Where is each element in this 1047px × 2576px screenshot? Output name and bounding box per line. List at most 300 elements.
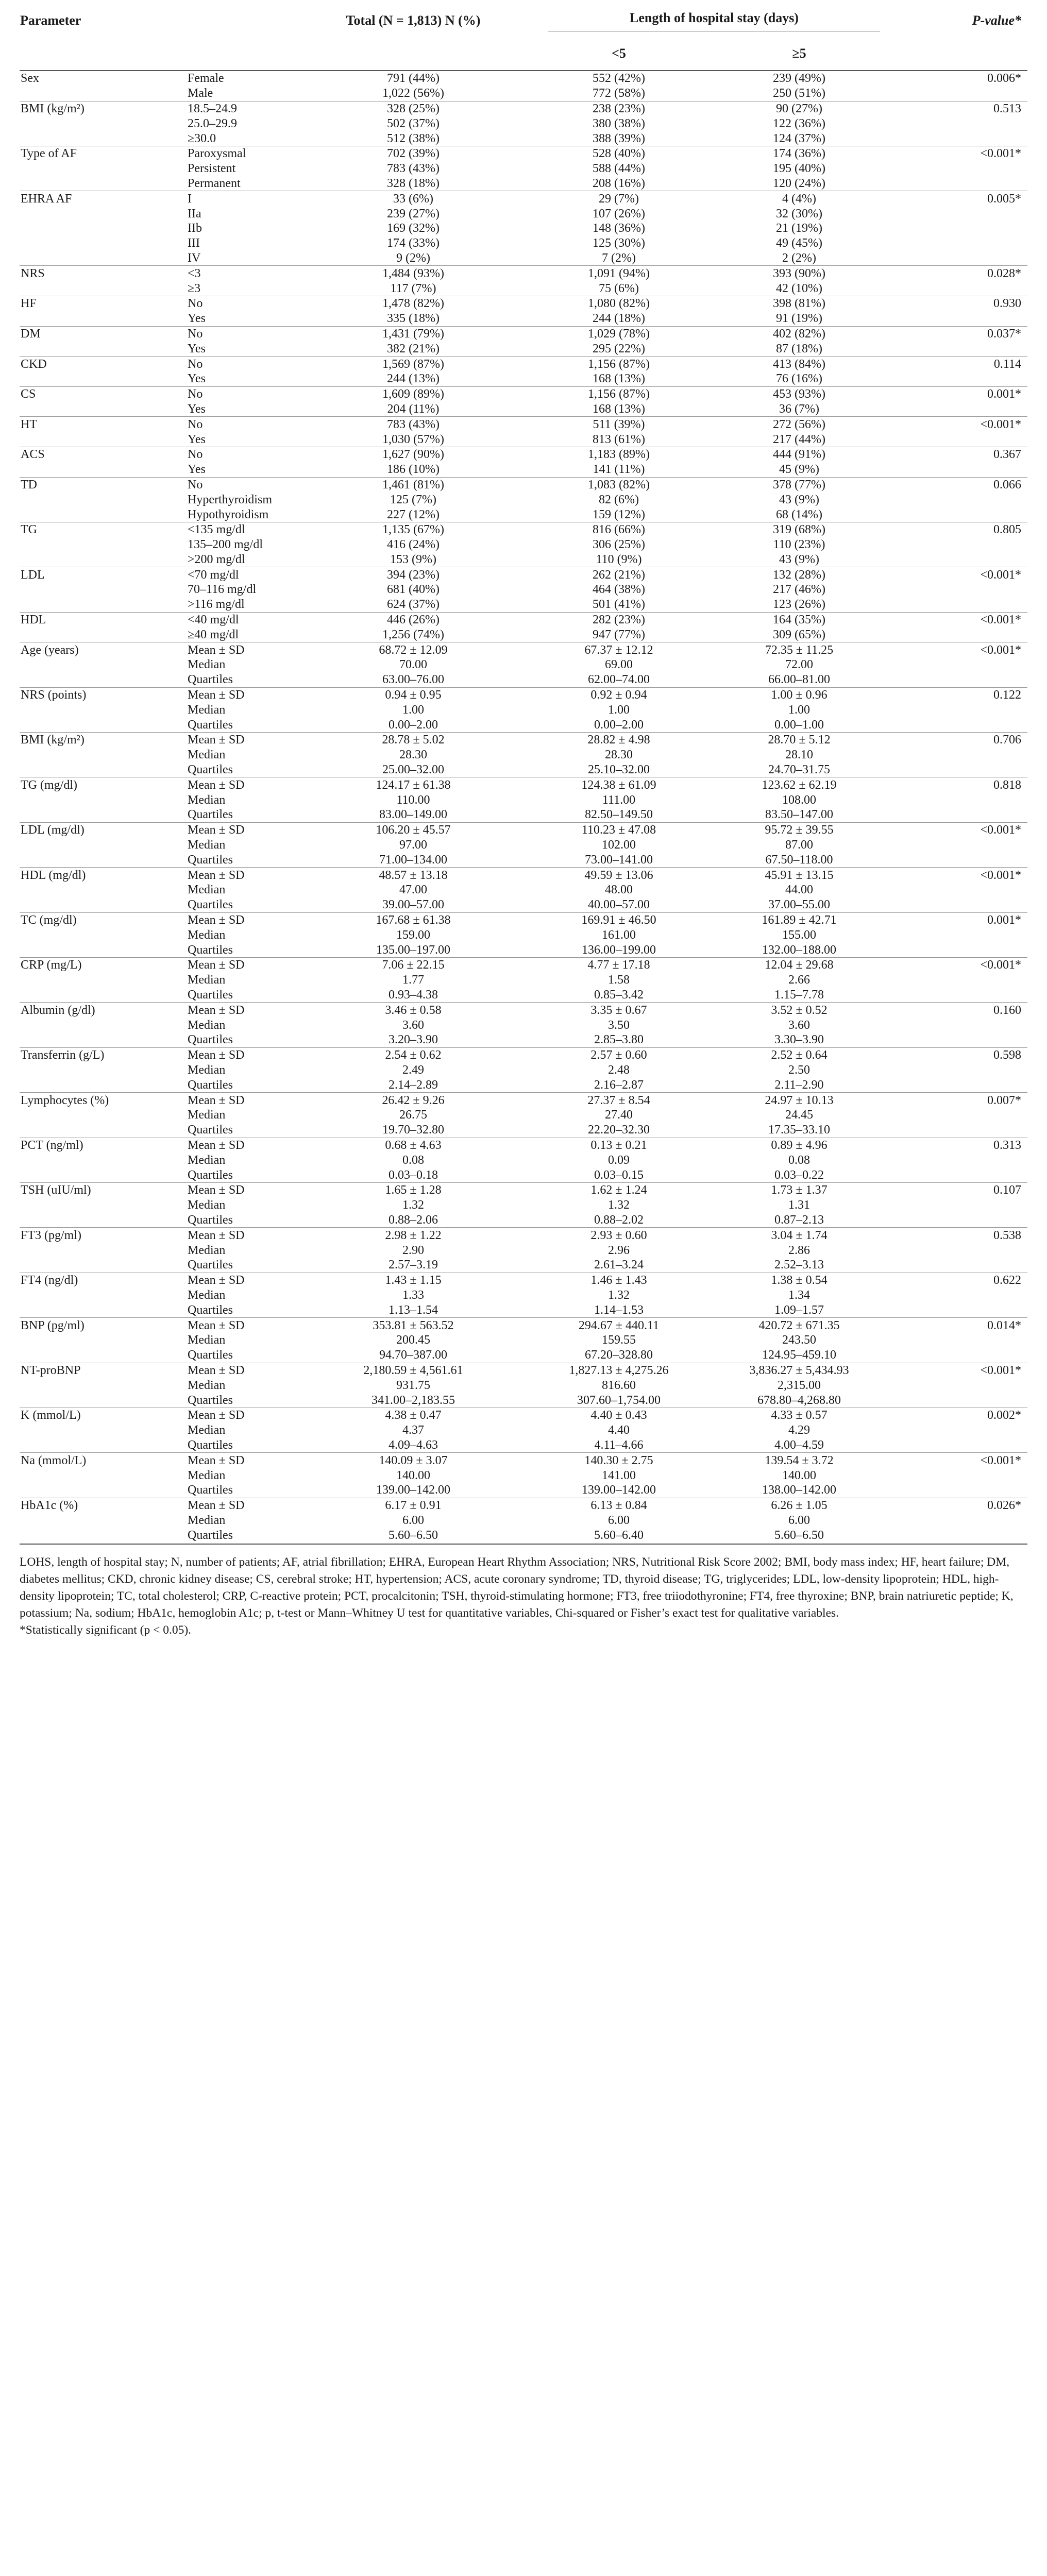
table-row (20, 1528, 1027, 1543)
row-total: 624 (37%) (387, 598, 440, 612)
row-p-value (889, 883, 1027, 897)
row-lt5: 244 (18%) (593, 312, 645, 326)
row-parameter: HbA1c (%) (20, 1498, 184, 1513)
row-lt5: 0.09 (608, 1153, 630, 1167)
row-parameter (20, 1528, 184, 1543)
row-total: 1,022 (56%) (382, 87, 444, 100)
row-parameter (20, 131, 184, 146)
row-total: 204 (11%) (387, 402, 440, 416)
table-row (20, 1018, 1027, 1032)
row-parameter: TD (20, 477, 184, 492)
table-row (20, 927, 1027, 942)
row-lt5: 110.23 ± 47.08 (529, 822, 709, 837)
row-subgroup: Quartiles (188, 898, 233, 912)
row-total: 3.60 (402, 1018, 424, 1032)
row-p-value (889, 1468, 1027, 1483)
row-ge5: 32 (30%) (776, 207, 822, 221)
row-lt5: 1.46 ± 1.43 (529, 1273, 709, 1287)
row-lt5: 0.92 ± 0.94 (529, 687, 709, 702)
row-ge5: 4 (4%) (709, 191, 889, 206)
row-ge5: 12.04 ± 29.68 (709, 958, 889, 973)
row-p-value: <0.001* (889, 822, 1027, 837)
row-lt5: 75 (6%) (599, 281, 639, 295)
row-p-value: 0.014* (889, 1318, 1027, 1333)
row-lt5: 282 (23%) (529, 612, 709, 627)
table-row (20, 1047, 1027, 1062)
row-parameter (20, 1108, 184, 1123)
row-p-value (889, 251, 1027, 266)
row-ge5: 95.72 ± 39.55 (709, 822, 889, 837)
row-total: 39.00–57.00 (382, 898, 444, 912)
row-subgroup: Mean ± SD (184, 687, 298, 702)
row-p-value (889, 748, 1027, 762)
row-total: 0.03–0.18 (389, 1168, 438, 1182)
row-lt5: 2.85–3.80 (594, 1033, 644, 1047)
row-subgroup: Quartiles (188, 718, 233, 732)
row-ge5: 132.00–188.00 (762, 943, 836, 957)
row-p-value (889, 1153, 1027, 1167)
row-subgroup: 18.5–24.9 (184, 101, 298, 116)
row-lt5: 141.00 (602, 1468, 636, 1482)
row-ge5: 4.00–4.59 (774, 1438, 824, 1452)
row-subgroup: Quartiles (188, 853, 233, 867)
row-total: 47.00 (399, 883, 427, 897)
row-subgroup: Mean ± SD (184, 777, 298, 792)
row-ge5: 17.35–33.10 (768, 1123, 830, 1137)
row-p-value (889, 582, 1027, 597)
row-subgroup: Mean ± SD (184, 1003, 298, 1018)
row-total: 135.00–197.00 (376, 943, 450, 957)
row-parameter (20, 176, 184, 191)
table-row (20, 717, 1027, 732)
row-subgroup: >200 mg/dl (188, 552, 245, 566)
row-p-value (889, 717, 1027, 732)
table-row (20, 1363, 1027, 1378)
table-row (20, 266, 1027, 281)
table-row (20, 838, 1027, 853)
row-p-value: 0.313 (889, 1138, 1027, 1153)
row-subgroup: Median (188, 1378, 226, 1392)
row-subgroup: Male (188, 87, 213, 100)
row-subgroup: Mean ± SD (184, 868, 298, 883)
row-lt5: 588 (44%) (593, 162, 645, 176)
row-subgroup: Mean ± SD (184, 1228, 298, 1243)
row-p-value (889, 1378, 1027, 1393)
row-parameter (20, 627, 184, 642)
table-row (20, 973, 1027, 988)
table-row (20, 101, 1027, 116)
row-lt5: 2.48 (608, 1063, 630, 1077)
row-subgroup: 25.0–29.9 (188, 116, 237, 130)
row-total: 1,484 (93%) (298, 266, 529, 281)
row-parameter (20, 942, 184, 957)
row-subgroup: No (184, 357, 298, 371)
row-total: 6.17 ± 0.91 (298, 1498, 529, 1513)
row-total: 1,609 (89%) (298, 386, 529, 401)
row-p-value (889, 807, 1027, 822)
row-p-value (889, 1077, 1027, 1092)
row-ge5: 43 (9%) (779, 493, 819, 506)
table-row (20, 1393, 1027, 1408)
row-parameter: DM (20, 326, 184, 341)
row-total: 48.57 ± 13.18 (298, 868, 529, 883)
row-ge5: 67.50–118.00 (765, 853, 833, 867)
row-lt5: 111.00 (602, 793, 636, 807)
row-subgroup: Quartiles (188, 943, 233, 957)
row-parameter (20, 792, 184, 807)
row-lt5: 7 (2%) (602, 251, 636, 265)
row-ge5: 120 (24%) (773, 176, 825, 190)
row-lt5: 5.60–6.40 (594, 1528, 644, 1542)
row-subgroup: Quartiles (188, 1033, 233, 1047)
table-row (20, 807, 1027, 822)
row-p-value (889, 852, 1027, 867)
row-subgroup: Median (188, 658, 226, 672)
table-row (20, 1258, 1027, 1273)
row-total: 28.30 (399, 748, 427, 762)
row-lt5: 1,156 (87%) (529, 386, 709, 401)
table-row (20, 191, 1027, 206)
row-p-value: 0.622 (889, 1273, 1027, 1287)
row-parameter: NRS (20, 266, 184, 281)
row-parameter (20, 582, 184, 597)
row-p-value (889, 1302, 1027, 1317)
header-ge5: ≥5 (792, 46, 806, 61)
row-subgroup: No (184, 447, 298, 462)
row-parameter: Type of AF (20, 146, 184, 161)
row-ge5: 398 (81%) (709, 296, 889, 311)
row-total: 4.09–4.63 (389, 1438, 438, 1452)
table-row (20, 1273, 1027, 1287)
row-p-value: 0.538 (889, 1228, 1027, 1243)
row-ge5: 87.00 (785, 838, 813, 852)
row-ge5: 21 (19%) (776, 222, 822, 235)
row-ge5: 0.87–2.13 (774, 1213, 824, 1227)
row-p-value (889, 371, 1027, 386)
row-lt5: 1,091 (94%) (529, 266, 709, 281)
row-p-value (889, 131, 1027, 146)
row-ge5: 444 (91%) (709, 447, 889, 462)
row-parameter (20, 1348, 184, 1363)
row-parameter (20, 432, 184, 447)
table-row (20, 507, 1027, 522)
row-subgroup: Mean ± SD (184, 1363, 298, 1378)
row-ge5: 4.29 (788, 1423, 810, 1437)
row-lt5: 552 (42%) (593, 72, 645, 86)
row-total: 97.00 (399, 838, 427, 852)
row-subgroup: Mean ± SD (184, 1498, 298, 1513)
row-subgroup: Median (188, 928, 226, 942)
table-row (20, 1243, 1027, 1258)
table-row (20, 1167, 1027, 1182)
row-parameter (20, 1333, 184, 1348)
row-parameter: NRS (points) (20, 687, 184, 702)
row-total: 83.00–149.00 (379, 808, 447, 822)
row-p-value (889, 116, 1027, 131)
row-p-value: 0.805 (889, 522, 1027, 537)
table-row (20, 477, 1027, 492)
row-total: 1,461 (81%) (298, 477, 529, 492)
row-subgroup: Median (188, 1288, 226, 1302)
header-parameter: Parameter (20, 13, 81, 28)
row-parameter: NT-proBNP (20, 1363, 184, 1378)
table-row (20, 1093, 1027, 1108)
row-p-value (889, 507, 1027, 522)
row-parameter: HDL (mg/dl) (20, 868, 184, 883)
row-lt5: 1,083 (82%) (529, 477, 709, 492)
row-total: 26.75 (399, 1108, 427, 1122)
row-subgroup: Hypothyroidism (188, 507, 269, 521)
row-lt5: 0.00–2.00 (594, 718, 644, 732)
row-p-value (889, 792, 1027, 807)
table-end-rule (20, 1544, 1027, 1545)
table-row (20, 1063, 1027, 1078)
row-lt5: 464 (38%) (593, 583, 645, 597)
row-lt5: 4.11–4.66 (594, 1438, 644, 1452)
table-row (20, 131, 1027, 146)
row-ge5: 378 (77%) (709, 477, 889, 492)
row-ge5: 91 (19%) (776, 312, 822, 326)
row-p-value (889, 221, 1027, 236)
row-p-value (889, 1063, 1027, 1078)
row-parameter (20, 552, 184, 567)
row-p-value (889, 1348, 1027, 1363)
row-parameter (20, 1198, 184, 1213)
row-subgroup: Median (188, 1018, 226, 1032)
row-ge5: 3,836.27 ± 5,434.93 (709, 1363, 889, 1378)
row-parameter (20, 1167, 184, 1182)
table-row (20, 582, 1027, 597)
row-lt5: 208 (16%) (593, 176, 645, 190)
row-subgroup: Mean ± SD (184, 1093, 298, 1108)
row-subgroup: Mean ± SD (184, 912, 298, 927)
row-subgroup: Mean ± SD (184, 642, 298, 657)
row-ge5: 1.31 (788, 1198, 810, 1212)
row-lt5: 124.38 ± 61.09 (529, 777, 709, 792)
row-ge5: 678.80–4,268.80 (757, 1393, 841, 1407)
row-total: 0.93–4.38 (389, 988, 438, 1002)
row-total: 167.68 ± 61.38 (298, 912, 529, 927)
row-lt5: 4.77 ± 17.18 (529, 958, 709, 973)
table-row (20, 402, 1027, 417)
table-row (20, 1468, 1027, 1483)
row-subgroup: >116 mg/dl (188, 598, 245, 612)
row-total: 416 (24%) (387, 538, 440, 552)
row-p-value: 0.367 (889, 447, 1027, 462)
row-p-value (889, 988, 1027, 1003)
row-lt5: 2.61–3.24 (594, 1258, 644, 1272)
row-parameter (20, 1393, 184, 1408)
row-subgroup: Median (188, 1513, 226, 1527)
row-ge5: 24.45 (785, 1108, 813, 1122)
row-ge5: 122 (36%) (773, 116, 825, 130)
row-p-value (889, 1243, 1027, 1258)
row-p-value: <0.001* (889, 642, 1027, 657)
table-row (20, 1453, 1027, 1468)
row-subgroup: No (184, 477, 298, 492)
table-row (20, 251, 1027, 266)
row-p-value: 0.005* (889, 191, 1027, 206)
table-row (20, 822, 1027, 837)
row-subgroup: Female (188, 72, 224, 86)
row-ge5: 24.97 ± 10.13 (709, 1093, 889, 1108)
row-parameter (20, 672, 184, 687)
row-parameter: CKD (20, 357, 184, 371)
row-total: 28.78 ± 5.02 (298, 733, 529, 748)
row-subgroup: Quartiles (188, 673, 233, 687)
table-row (20, 642, 1027, 657)
row-p-value (889, 462, 1027, 477)
table-row (20, 1228, 1027, 1243)
row-lt5: 102.00 (602, 838, 636, 852)
table-row (20, 447, 1027, 462)
table-row (20, 597, 1027, 612)
row-subgroup: Quartiles (188, 1258, 233, 1272)
table-row (20, 687, 1027, 702)
row-p-value (889, 1393, 1027, 1408)
row-parameter (20, 1077, 184, 1092)
row-ge5: 2.52–3.13 (774, 1258, 824, 1272)
table-row (20, 883, 1027, 897)
row-lt5: 168 (13%) (593, 402, 645, 416)
row-total: 5.60–6.50 (389, 1528, 438, 1542)
row-parameter (20, 1018, 184, 1032)
row-p-value (889, 1018, 1027, 1032)
row-total: 1.33 (402, 1288, 424, 1302)
row-total: 106.20 ± 45.57 (298, 822, 529, 837)
row-total: 1,569 (87%) (298, 357, 529, 371)
row-subgroup: Quartiles (188, 1483, 233, 1497)
table-row (20, 1182, 1027, 1197)
row-subgroup: Mean ± SD (184, 822, 298, 837)
row-lt5: 141 (11%) (593, 463, 645, 477)
row-subgroup: Yes (188, 312, 206, 326)
row-total: 1.43 ± 1.15 (298, 1273, 529, 1287)
row-total: 1,135 (67%) (298, 522, 529, 537)
row-parameter (20, 717, 184, 732)
row-lt5: 1,029 (78%) (529, 326, 709, 341)
row-ge5: 1.73 ± 1.37 (709, 1182, 889, 1197)
row-subgroup: <40 mg/dl (184, 612, 298, 627)
row-parameter (20, 116, 184, 131)
row-lt5: 295 (22%) (593, 342, 645, 355)
row-subgroup: ≥3 (188, 281, 201, 295)
row-ge5: 3.04 ± 1.74 (709, 1228, 889, 1243)
table-row (20, 116, 1027, 131)
row-parameter (20, 1378, 184, 1393)
row-parameter (20, 1513, 184, 1528)
row-lt5: 82 (6%) (599, 493, 639, 506)
row-ge5: 37.00–55.00 (768, 898, 830, 912)
row-lt5: 380 (38%) (593, 116, 645, 130)
row-subgroup: <135 mg/dl (184, 522, 298, 537)
row-total: 6.00 (402, 1513, 424, 1527)
row-ge5: 393 (90%) (709, 266, 889, 281)
table-row (20, 357, 1027, 371)
row-lt5: 0.13 ± 0.21 (529, 1138, 709, 1153)
row-lt5: 27.40 (605, 1108, 633, 1122)
row-p-value (889, 1198, 1027, 1213)
row-subgroup: Mean ± SD (184, 1273, 298, 1287)
row-ge5: 76 (16%) (776, 372, 822, 386)
header-length-of-stay (529, 4, 889, 37)
row-ge5: 36 (7%) (779, 402, 819, 416)
table-row (20, 733, 1027, 748)
row-p-value: 0.107 (889, 1182, 1027, 1197)
row-p-value: 0.026* (889, 1498, 1027, 1513)
row-lt5: 69.00 (605, 658, 633, 672)
row-subgroup: Median (188, 973, 226, 987)
row-parameter (20, 341, 184, 356)
row-subgroup: Quartiles (188, 1078, 233, 1092)
row-subgroup: Median (188, 883, 226, 897)
row-subgroup: No (184, 326, 298, 341)
row-parameter (20, 311, 184, 326)
row-total: 174 (33%) (387, 236, 440, 250)
row-subgroup: Mean ± SD (184, 1047, 298, 1062)
row-ge5: 1.00 ± 0.96 (709, 687, 889, 702)
row-parameter: Age (years) (20, 642, 184, 657)
row-subgroup: Yes (188, 402, 206, 416)
header-blank-4 (889, 37, 1027, 71)
row-p-value (889, 838, 1027, 853)
row-parameter: TC (mg/dl) (20, 912, 184, 927)
row-total: 2.90 (402, 1243, 424, 1257)
table-row (20, 1003, 1027, 1018)
row-parameter (20, 1032, 184, 1047)
row-ge5: 45 (9%) (779, 463, 819, 477)
row-subgroup: Median (188, 838, 226, 852)
row-p-value (889, 1258, 1027, 1273)
row-subgroup: Quartiles (188, 808, 233, 822)
table-row (20, 432, 1027, 447)
row-subgroup: Median (188, 1198, 226, 1212)
row-ge5: 83.50–147.00 (765, 808, 833, 822)
row-subgroup: Mean ± SD (184, 733, 298, 748)
row-parameter (20, 537, 184, 552)
row-ge5: 217 (46%) (773, 583, 825, 597)
row-lt5: 1.58 (608, 973, 630, 987)
row-lt5: 62.00–74.00 (588, 673, 650, 687)
row-parameter (20, 1063, 184, 1078)
row-total: 9 (2%) (396, 251, 430, 265)
header-blank-2 (184, 37, 298, 71)
row-p-value: <0.001* (889, 1363, 1027, 1378)
row-subgroup: No (184, 296, 298, 311)
row-p-value: <0.001* (889, 958, 1027, 973)
row-parameter (20, 897, 184, 912)
row-ge5: 2.52 ± 0.64 (709, 1047, 889, 1062)
row-subgroup: Mean ± SD (184, 958, 298, 973)
row-total: 25.00–32.00 (382, 763, 444, 777)
row-subgroup: No (184, 386, 298, 401)
header-total: Total (N = 1,813) N (%) (346, 13, 481, 28)
table-row (20, 311, 1027, 326)
row-ge5: 87 (18%) (776, 342, 822, 355)
row-lt5: 501 (41%) (593, 598, 645, 612)
table-row (20, 1333, 1027, 1348)
row-parameter (20, 748, 184, 762)
table-row (20, 672, 1027, 687)
row-total: 244 (13%) (387, 372, 440, 386)
row-parameter (20, 1258, 184, 1273)
row-subgroup: Quartiles (188, 763, 233, 777)
row-parameter (20, 1243, 184, 1258)
row-lt5: 4.40 (608, 1423, 630, 1437)
table-row (20, 1513, 1027, 1528)
row-parameter: LDL (20, 567, 184, 582)
row-total: 239 (27%) (387, 207, 440, 221)
